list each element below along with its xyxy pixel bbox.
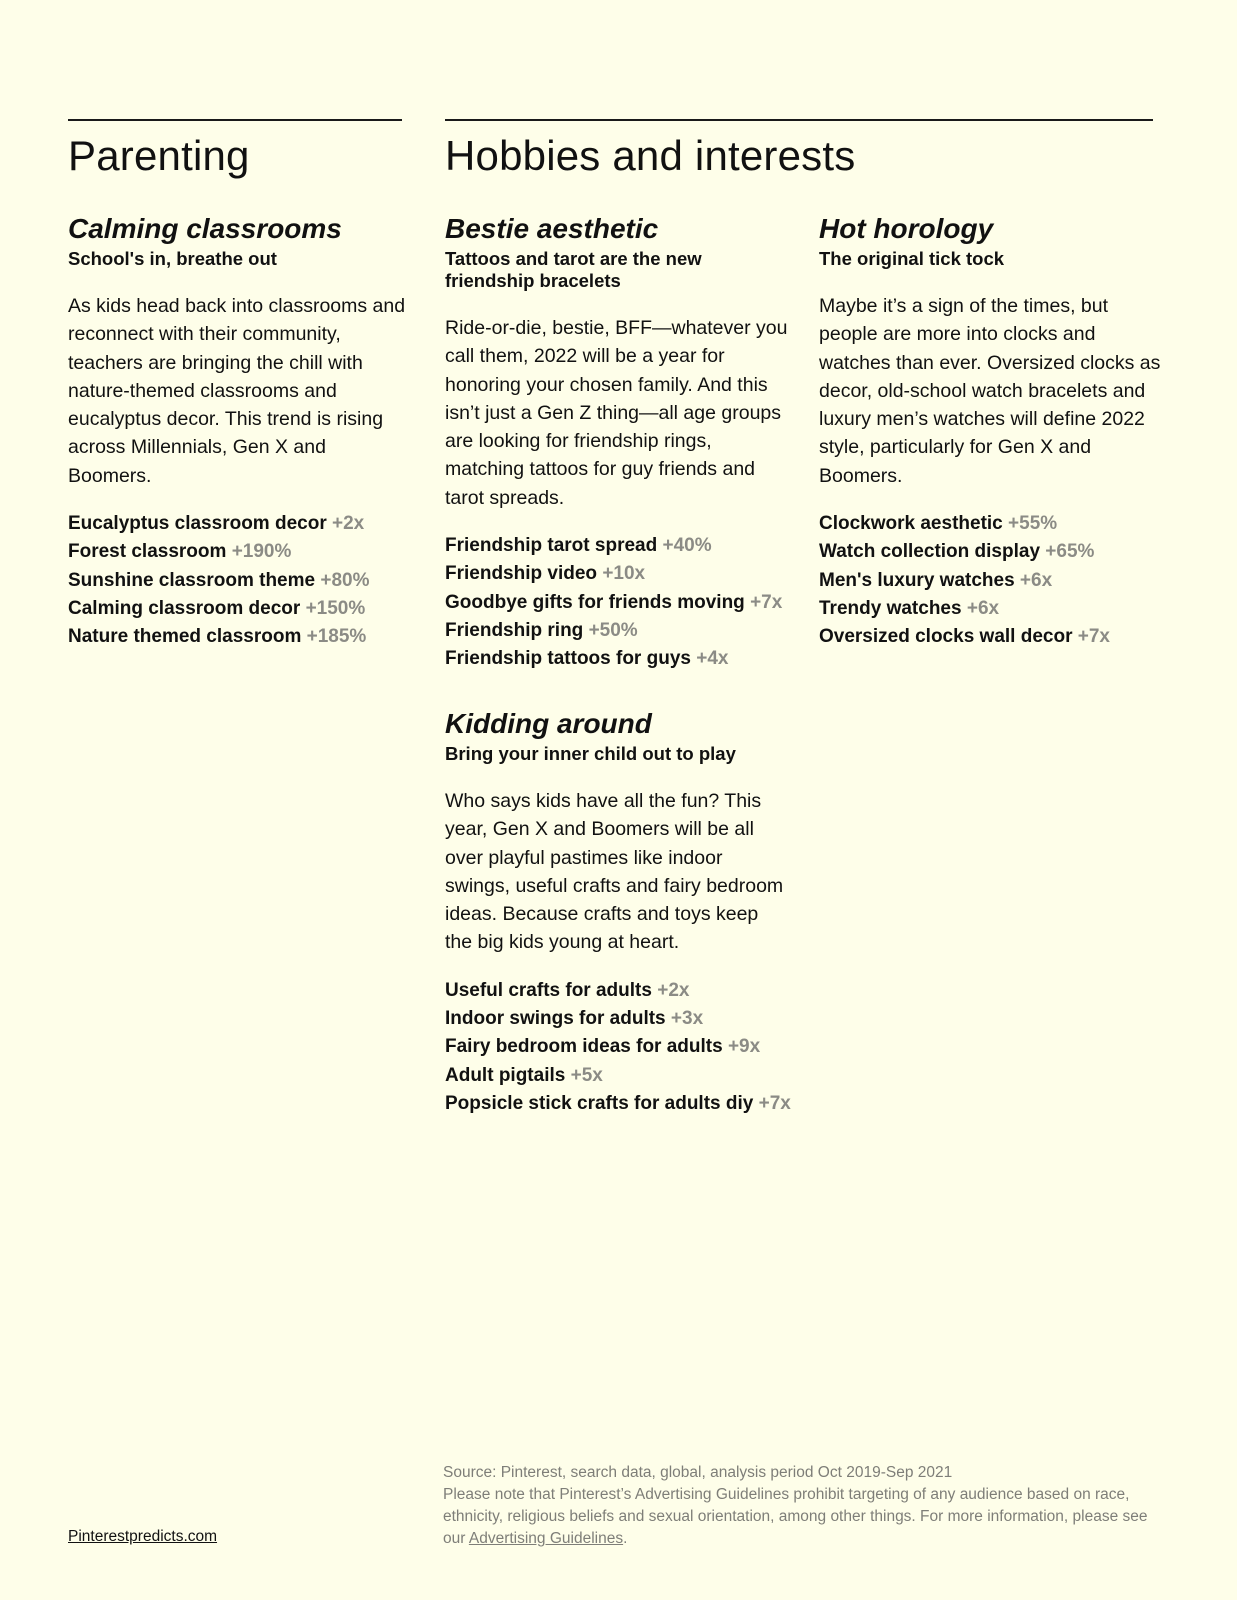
keyword-growth: +2x bbox=[332, 513, 365, 535]
keyword-item bbox=[68, 567, 408, 595]
keyword-item bbox=[819, 623, 1164, 651]
trend-calming-classrooms bbox=[68, 212, 408, 652]
trend-description: Ride-or-die, bestie, BFF—whatever you call them, 2022 will be a year for honoring your chosen family. And this isn’t just a Gen Z thing—all age groups are looking for friendship rings, matching tattoos for guy friends and tarot spreads. bbox=[445, 317, 788, 509]
keyword-growth: +55% bbox=[1008, 513, 1058, 535]
trend-title: Calming classrooms bbox=[68, 213, 342, 244]
footer-disclaimer bbox=[443, 1462, 1163, 1550]
keyword-item bbox=[445, 645, 790, 673]
trend-title: Bestie aesthetic bbox=[445, 213, 659, 244]
keyword-term: Watch collection display bbox=[819, 541, 1041, 563]
advertising-guidelines-link[interactable]: Advertising Guidelines bbox=[468, 1530, 624, 1547]
keyword-growth: +10x bbox=[602, 563, 646, 585]
trend-subtitle: Bring your inner child out to play bbox=[445, 743, 736, 764]
guidelines-note bbox=[443, 1484, 1163, 1550]
trend-description: Maybe it’s a sign of the times, but people are more into clocks and watches than ever. Oversized clocks as decor, old-school watch bracelets and luxury men’s watches will define 2022 style, particularly for Gen X and Boomers. bbox=[819, 295, 1161, 487]
keyword-item bbox=[68, 510, 408, 538]
trend-title: Hot horology bbox=[819, 213, 994, 244]
section-title-parenting: Parenting bbox=[68, 132, 250, 179]
guidelines-note-text: Please note that Pinterest’s Advertising Guidelines prohibit targeting of any audience based on race, ethnicity, religious beliefs and sexual orientation, among other things. For more information, please see our bbox=[443, 1486, 1148, 1547]
section-title-hobbies: Hobbies and interests bbox=[445, 132, 856, 179]
keyword-term: Friendship video bbox=[445, 563, 598, 585]
keyword-list bbox=[819, 510, 1164, 651]
keyword-growth: +50% bbox=[588, 619, 638, 641]
keyword-item bbox=[819, 510, 1164, 538]
keyword-term: Useful crafts for adults bbox=[445, 979, 652, 1001]
keyword-item bbox=[68, 538, 408, 566]
keyword-term: Goodbye gifts for friends moving bbox=[445, 591, 745, 613]
keyword-term: Trendy watches bbox=[819, 597, 962, 619]
keyword-growth: +40% bbox=[662, 535, 712, 557]
keyword-growth: +6x bbox=[966, 597, 1000, 619]
keyword-growth: +65% bbox=[1045, 541, 1095, 563]
keyword-item bbox=[68, 623, 408, 651]
trend-subtitle: The original tick tock bbox=[819, 248, 1005, 269]
trend-subtitle: Tattoos and tarot are the new friendship bracelets bbox=[445, 248, 702, 291]
keyword-term: Men's luxury watches bbox=[819, 569, 1015, 591]
keyword-item bbox=[819, 538, 1164, 566]
keyword-growth: +6x bbox=[1019, 569, 1053, 591]
keyword-term: Adult pigtails bbox=[445, 1064, 566, 1086]
keyword-growth: +5x bbox=[570, 1064, 603, 1086]
keyword-term: Friendship tarot spread bbox=[445, 535, 658, 557]
keyword-growth: +7x bbox=[758, 1092, 791, 1114]
pinterest-predicts-link[interactable]: Pinterestpredicts.com bbox=[68, 1528, 218, 1545]
keyword-growth: +185% bbox=[306, 626, 367, 648]
keyword-item bbox=[445, 1005, 790, 1033]
keyword-growth: +7x bbox=[750, 591, 783, 613]
trend-description: As kids head back into classrooms and reconnect with their community, teachers are bringing the chill with nature-themed classrooms and eucalyptus decor. This trend is rising across Millennials, Gen X and Boomers. bbox=[68, 295, 406, 487]
keyword-term: Popsicle stick crafts for adults diy bbox=[445, 1092, 754, 1114]
keyword-term: Indoor swings for adults bbox=[445, 1008, 666, 1030]
keyword-term: Eucalyptus classroom decor bbox=[68, 513, 327, 535]
section-divider-parenting bbox=[68, 119, 402, 121]
trend-description: Who says kids have all the fun? This year, Gen X and Boomers will be all over playful pastimes like indoor swings, useful crafts and fairy bedroom ideas. Because crafts and toys keep the big kids young at heart. bbox=[445, 790, 784, 954]
keyword-term: Sunshine classroom theme bbox=[68, 569, 316, 591]
keyword-item bbox=[445, 532, 790, 560]
keyword-item bbox=[445, 617, 790, 645]
section-divider-hobbies bbox=[445, 119, 1153, 121]
keyword-item bbox=[819, 567, 1164, 595]
keyword-term: Friendship ring bbox=[445, 619, 584, 641]
keyword-item bbox=[445, 589, 790, 617]
keyword-item bbox=[445, 1090, 790, 1118]
trend-subtitle: School's in, breathe out bbox=[68, 248, 277, 269]
keyword-term: Oversized clocks wall decor bbox=[819, 626, 1073, 648]
keyword-term: Nature themed classroom bbox=[68, 626, 302, 648]
guidelines-note-end: . bbox=[623, 1530, 628, 1547]
keyword-growth: +3x bbox=[670, 1008, 704, 1030]
trend-title: Kidding around bbox=[445, 708, 652, 739]
keyword-term: Clockwork aesthetic bbox=[819, 513, 1003, 535]
keyword-growth: +80% bbox=[320, 569, 370, 591]
trend-kidding-around bbox=[445, 707, 790, 1118]
keyword-term: Friendship tattoos for guys bbox=[445, 648, 691, 670]
keyword-growth: +2x bbox=[657, 979, 690, 1001]
keyword-list bbox=[445, 532, 790, 673]
keyword-term: Forest classroom bbox=[68, 541, 227, 563]
keyword-item bbox=[445, 1062, 790, 1090]
keyword-growth: +4x bbox=[696, 648, 729, 670]
keyword-item bbox=[445, 560, 790, 588]
keyword-term: Calming classroom decor bbox=[68, 597, 301, 619]
source-note: Source: Pinterest, search data, global, analysis period Oct 2019-Sep 2021 bbox=[443, 1464, 953, 1481]
keyword-growth: +190% bbox=[231, 541, 292, 563]
keyword-item bbox=[445, 977, 790, 1005]
trend-bestie-aesthetic bbox=[445, 212, 790, 674]
keyword-growth: +150% bbox=[305, 597, 366, 619]
keyword-growth: +7x bbox=[1077, 626, 1110, 648]
keyword-list bbox=[445, 977, 790, 1118]
keyword-growth: +9x bbox=[727, 1036, 761, 1058]
trend-hot-horology bbox=[819, 212, 1164, 652]
keyword-term: Fairy bedroom ideas for adults bbox=[445, 1036, 723, 1058]
keyword-list bbox=[68, 510, 408, 651]
keyword-item bbox=[819, 595, 1164, 623]
keyword-item bbox=[68, 595, 408, 623]
keyword-item bbox=[445, 1033, 790, 1061]
